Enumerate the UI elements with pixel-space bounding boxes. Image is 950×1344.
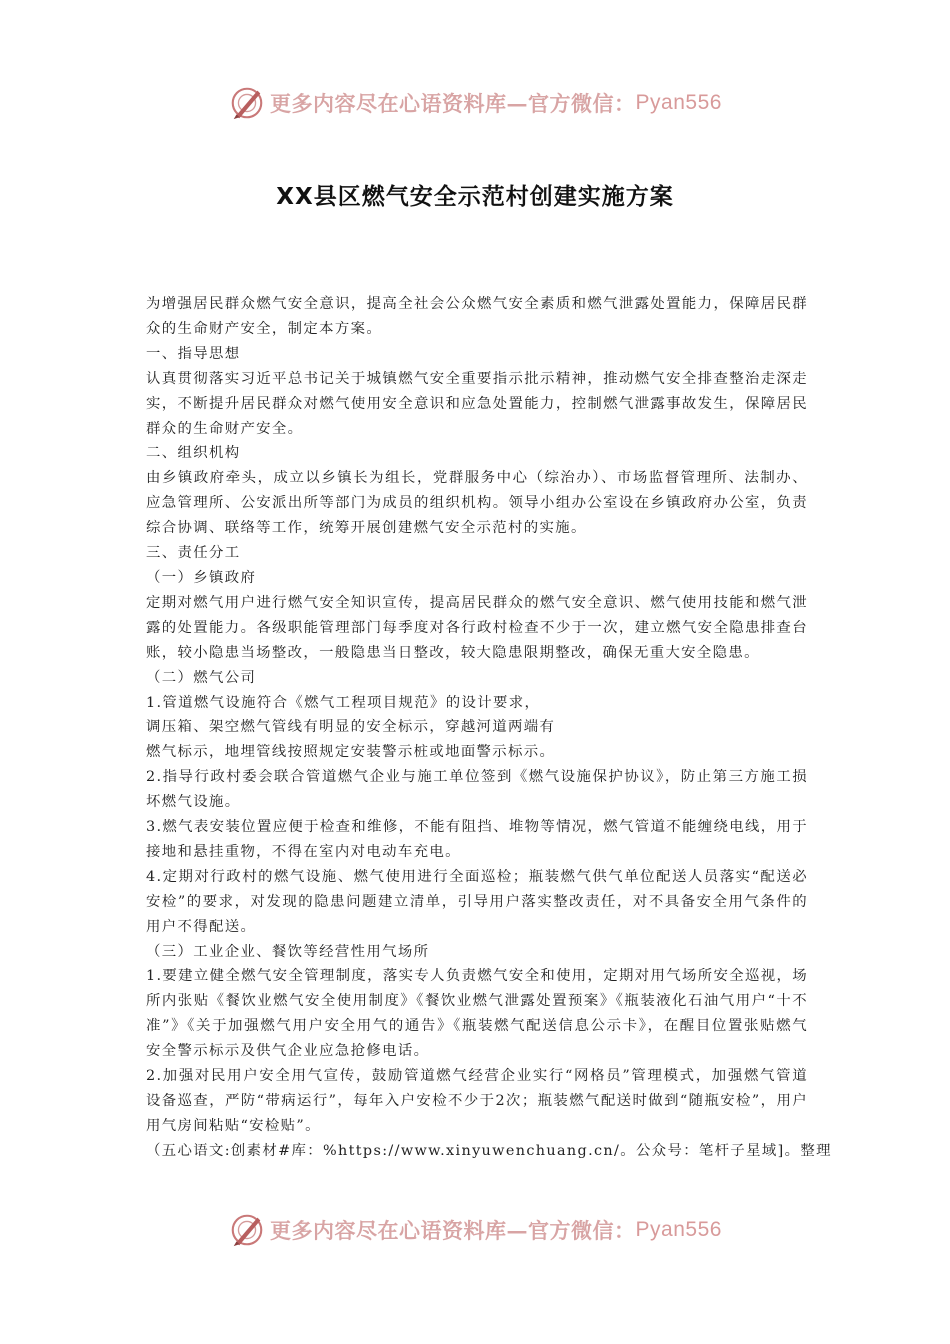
source-note: （五心语文:创素材#库：%https://www.xinyuwenchuang.cn/。公众号：笔杆子星域]。整理 xyxy=(146,1142,832,1159)
subsection-heading: （一）乡镇政府 xyxy=(146,569,257,586)
header-watermark-banner xyxy=(0,81,950,125)
subsection-heading: （二）燃气公司 xyxy=(146,669,257,686)
list-item: 1.管道燃气设施符合《燃气工程项目规范》的设计要求， xyxy=(146,694,541,711)
list-item: 4.定期对行政村的燃气设施、燃气使用进行全面巡检；瓶装燃气供气单位配送人员落实“配送必安检”的要求，对发现的隐患问题建立清单，引导用户落实整改责任，对不具备安全用气条件的用户不得配送。 xyxy=(146,868,808,935)
banner-text: 更多内容尽在心语资料库—官方微信： xyxy=(270,1218,636,1243)
banner-text: 更多内容尽在心语资料库—官方微信： xyxy=(270,91,636,116)
list-item-continuation: 燃气标示，地埋管线按照规定安装警示桩或地面警示标示。 xyxy=(146,744,556,761)
section-heading: 二、组织机构 xyxy=(146,445,241,462)
brush-logo-icon xyxy=(228,84,266,122)
banner-wechat-id: Pyan556 xyxy=(635,91,722,114)
body-paragraph: 由乡镇政府牵头，成立以乡镇长为组长，党群服务中心（综治办）、市场监督管理所、法制办、应急管理所、公安派出所等部门为成员的组织机构。领导小组办公室设在乡镇政府办公室，负责综合协调、联络等工作，统筹开展创建燃气安全示范村的实施。 xyxy=(146,470,808,537)
list-item-continuation: 调压箱、架空燃气管线有明显的安全标示，穿越河道两端有 xyxy=(146,719,556,736)
document-body xyxy=(146,292,832,1164)
footer-watermark-banner xyxy=(0,1208,950,1252)
list-item: 2.指导行政村委会联合管道燃气企业与施工单位签到《燃气设施保护协议》，防止第三方施工损坏燃气设施。 xyxy=(146,769,808,811)
section-heading: 一、指导思想 xyxy=(146,345,241,362)
list-item: 3.燃气表安装位置应便于检查和维修，不能有阻挡、堆物等情况，燃气管道不能缠绕电线，用于接地和悬挂重物，不得在室内对电动车充电。 xyxy=(146,819,808,860)
document-title: XX县区燃气安全示范村创建实施方案 xyxy=(276,184,674,210)
banner-wechat-id: Pyan556 xyxy=(635,1218,722,1241)
brush-logo-icon xyxy=(228,1211,266,1249)
section-heading: 三、责任分工 xyxy=(146,545,241,562)
intro-paragraph: 为增强居民群众燃气安全意识，提高全社会公众燃气安全素质和燃气泄露处置能力，保障居民群众的生命财产安全，制定本方案。 xyxy=(146,296,808,337)
subsection-heading: （三）工业企业、餐饮等经营性用气场所 xyxy=(146,943,430,960)
list-item: 1.要建立健全燃气安全管理制度，落实专人负责燃气安全和使用，定期对用气场所安全巡视，场所内张贴《餐饮业燃气安全使用制度》《餐饮业燃气泄露处置预案》《瓶装液化石油气用户“十不准”》《关于加强燃气用户安全用气的通告》《瓶装燃气配送信息公示卡》，在醒目位置张贴燃气安全警示标示及供气企业应急抢修电话。 xyxy=(146,968,808,1060)
body-paragraph: 定期对燃气用户进行燃气安全知识宣传，提高居民群众的燃气安全意识、燃气使用技能和燃气泄露的处置能力。各级职能管理部门每季度对各行政村检查不少于一次，建立燃气安全隐患排查台账，较小隐患当场整改，一般隐患当日整改，较大隐患限期整改，确保无重大安全隐患。 xyxy=(146,594,808,661)
body-paragraph: 认真贯彻落实习近平总书记关于城镇燃气安全重要指示批示精神，推动燃气安全排查整治走深走实，不断提升居民群众对燃气使用安全意识和应急处置能力，控制燃气泄露事故发生，保障居民群众的生命财产安全。 xyxy=(146,370,808,437)
list-item: 2.加强对民用户安全用气宣传，鼓励管道燃气经营企业实行“网格员”管理模式，加强燃气管道设备巡查，严防“带病运行”，每年入户安检不少于2次；瓶装燃气配送时做到“随瓶安检”，用户用气房间粘贴“安检贴”。 xyxy=(146,1068,808,1134)
